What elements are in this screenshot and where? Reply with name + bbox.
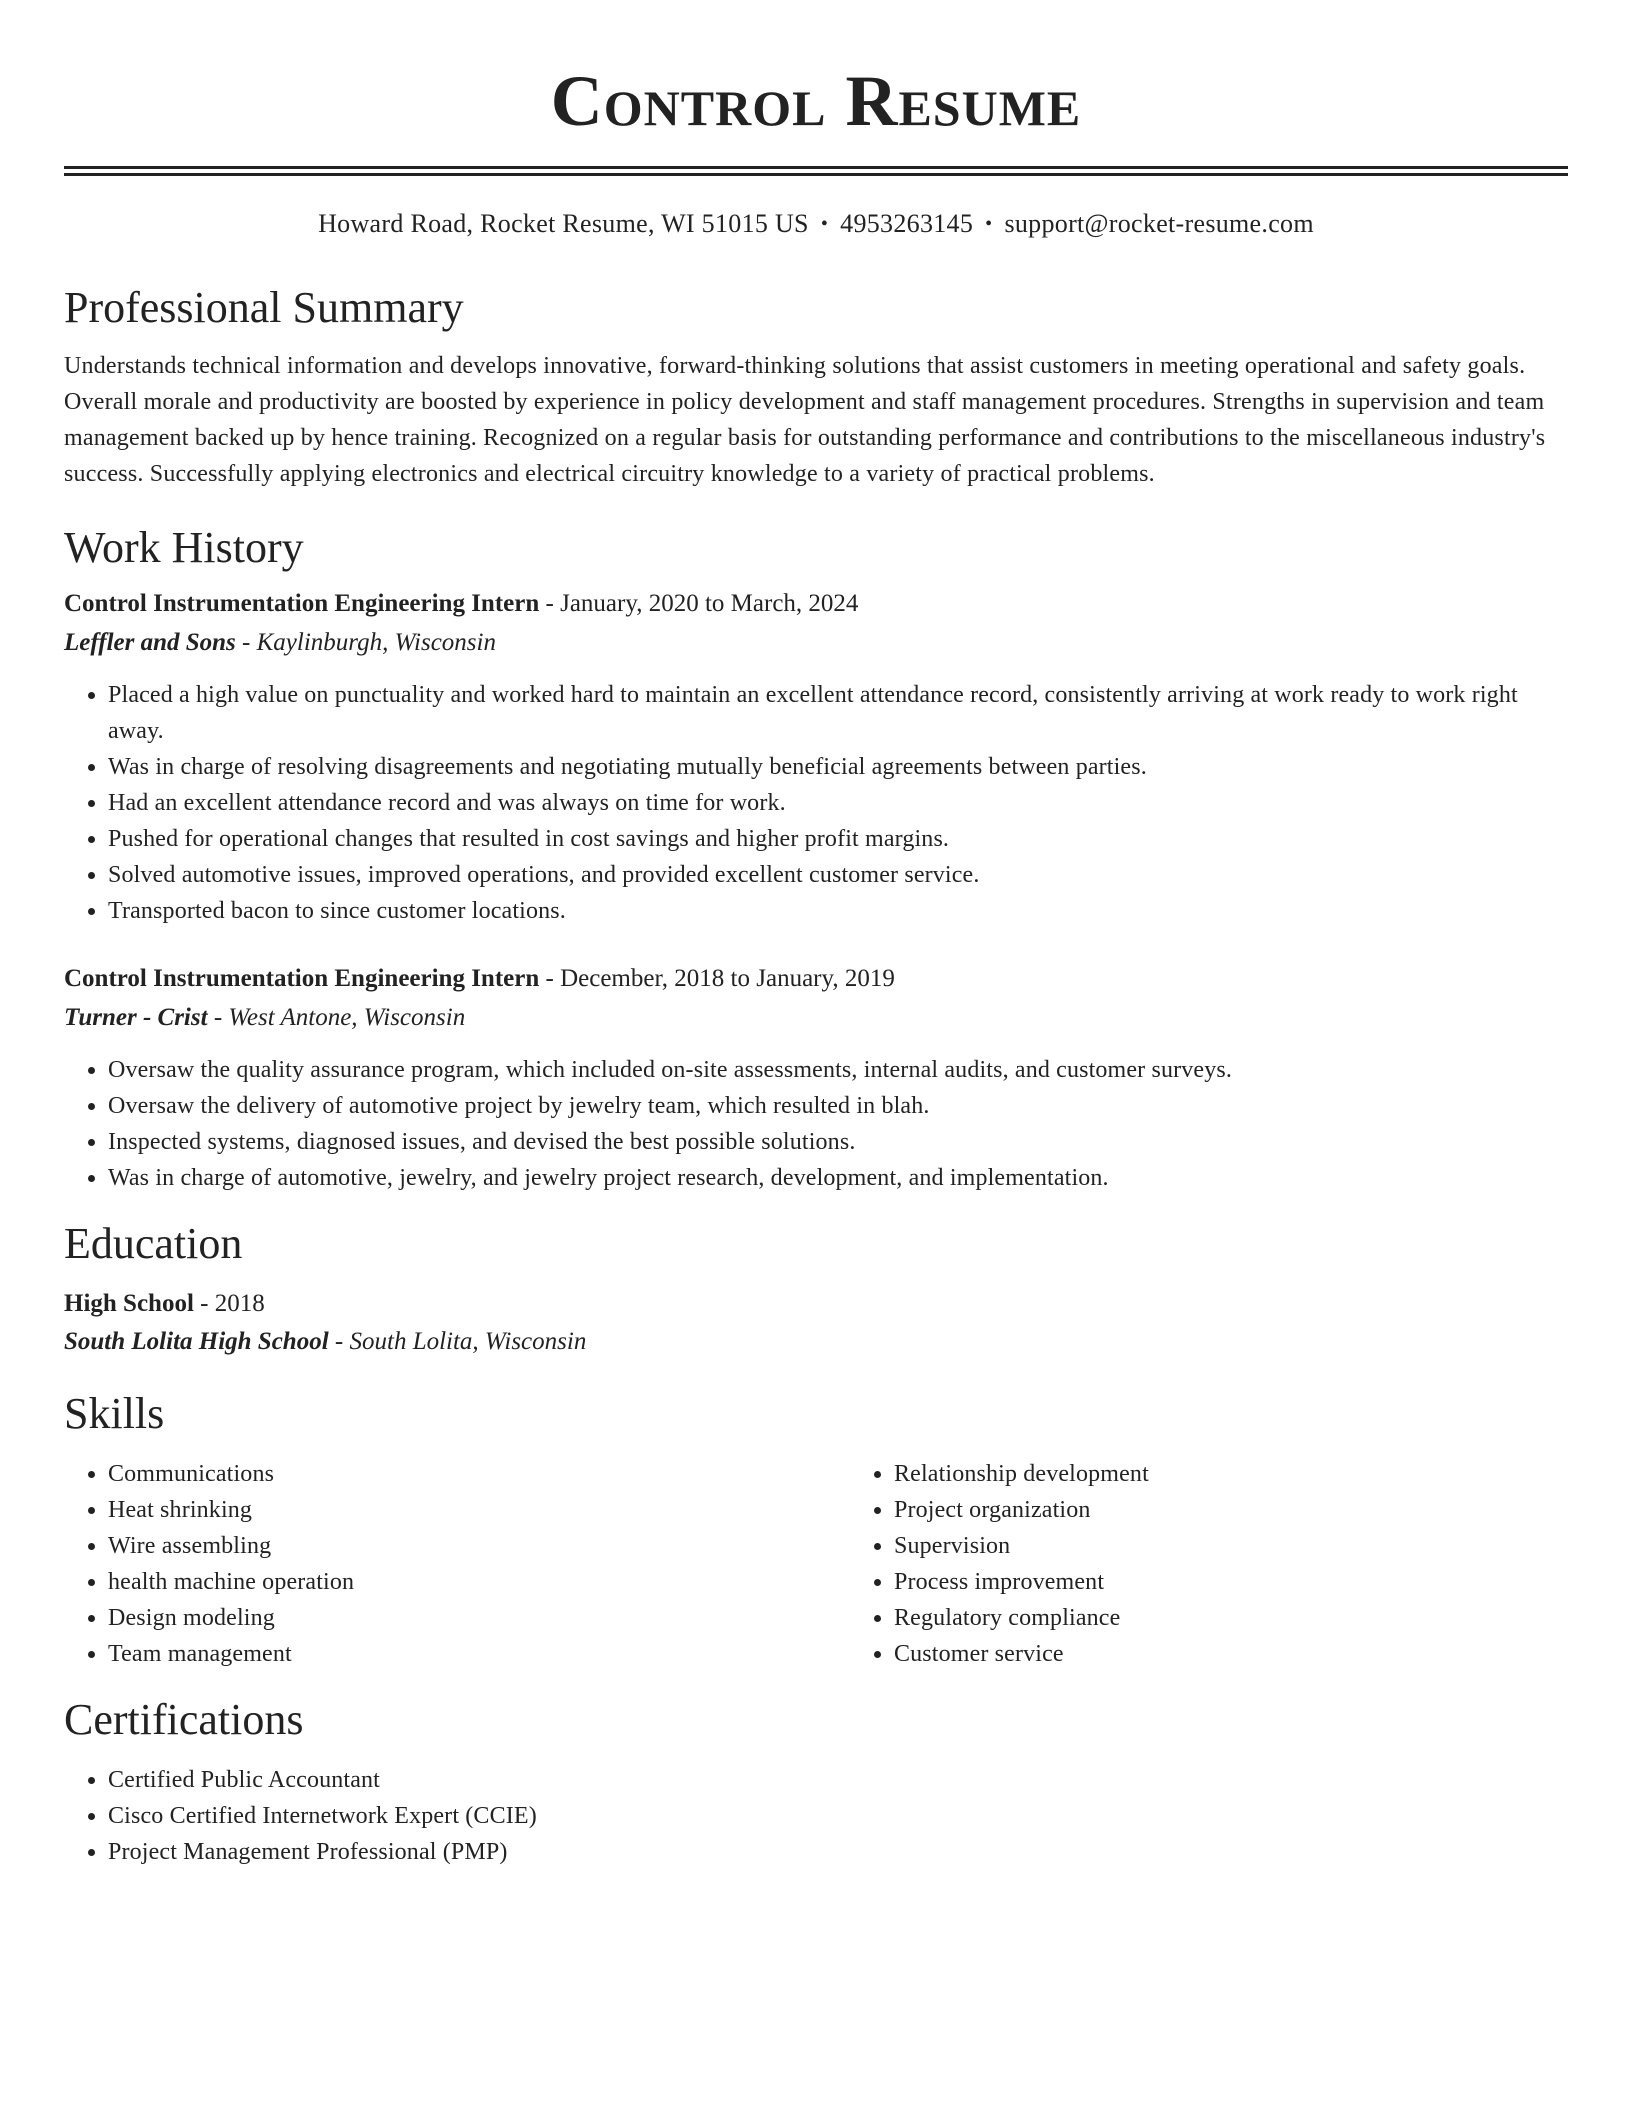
job-company: Leffler and Sons <box>64 629 236 656</box>
skill-item: • Communications <box>108 1456 850 1492</box>
section-heading-skills: Skills <box>64 1389 165 1438</box>
professional-summary-section <box>64 280 1568 492</box>
contact-email: support@rocket-resume.com <box>1004 209 1314 238</box>
education-dash: - <box>193 1290 215 1317</box>
job-bullet: • Was in charge of automotive, jewelry, and jewelry project research, development, and implementation. <box>108 1160 1568 1196</box>
skill-item: • Regulatory compliance <box>894 1600 1632 1636</box>
skills-section <box>64 1386 1568 1672</box>
job-bullet: • Placed a high value on punctuality and worked hard to maintain an excellent attendance record, consistently arriving at work ready to work right away. <box>108 677 1568 749</box>
job-dates: December, 2018 to January, 2019 <box>560 965 895 992</box>
education-dash: - <box>328 1328 350 1355</box>
job-bullet: • Solved automotive issues, improved operations, and provided excellent customer service. <box>108 857 1568 893</box>
job-bullet: • Oversaw the quality assurance program, which included on-site assessments, internal audits, and customer surveys. <box>108 1052 1568 1088</box>
contact-phone: 4953263145 <box>840 209 974 238</box>
contact-separator: • <box>820 213 829 235</box>
job-title: Control Instrumentation Engineering Intern <box>64 590 540 617</box>
section-heading-summary: Professional Summary <box>64 283 464 332</box>
education-location: South Lolita, Wisconsin <box>349 1328 587 1355</box>
resume-name: Control Resume <box>550 61 1082 141</box>
work-history-section <box>64 520 1568 1196</box>
education-header <box>64 1286 1568 1322</box>
education-section <box>64 1216 1568 1360</box>
summary-text: Understands technical information and develops innovative, forward-thinking solutions that assist customers in meeting operational and safety goals. Overall morale and productivity are boosted by experience in policy development and staff management procedures. Strengths in supervision and team management backed up by hence training. Recognized on a regular basis for outstanding performance and contributions to the miscellaneous industry's success. Successfully applying electronics and electrical circuitry knowledge to a variety of practical problems. <box>64 353 1546 487</box>
job-bullet: • Oversaw the delivery of automotive project by jewelry team, which resulted in blah. <box>108 1088 1568 1124</box>
job-bullet: • Pushed for operational changes that resulted in cost savings and higher profit margins. <box>108 821 1568 857</box>
skill-item: • Process improvement <box>894 1564 1632 1600</box>
job-entry <box>64 586 1568 929</box>
skill-item: • Relationship development <box>894 1456 1632 1492</box>
skill-item: • Wire assembling <box>108 1528 850 1564</box>
skill-item: • Team management <box>108 1636 850 1672</box>
certification-item: • Project Management Professional (PMP) <box>108 1834 1568 1870</box>
job-bullet: • Had an excellent attendance record and was always on time for work. <box>108 785 1568 821</box>
job-dash: - <box>539 590 561 617</box>
job-employer-line <box>64 625 1568 661</box>
section-heading-education: Education <box>64 1219 243 1268</box>
contact-separator: • <box>985 213 993 235</box>
certification-item: • Certified Public Accountant <box>108 1762 1568 1798</box>
education-school-line <box>64 1324 1568 1360</box>
skills-column-left <box>64 1456 850 1672</box>
certification-item: • Cisco Certified Internetwork Expert (CCIE) <box>108 1798 1568 1834</box>
skill-item: • Heat shrinking <box>108 1492 850 1528</box>
skill-item: • Customer service <box>894 1636 1632 1672</box>
job-bullets <box>64 677 1568 929</box>
section-heading-certifications: Certifications <box>64 1695 304 1744</box>
job-company: Turner - Crist <box>64 1004 208 1031</box>
job-dash: - <box>207 1004 229 1031</box>
job-bullet: • Inspected systems, diagnosed issues, and devised the best possible solutions. <box>108 1124 1568 1160</box>
job-dates: January, 2020 to March, 2024 <box>560 590 859 617</box>
job-header <box>64 961 1568 997</box>
contact-address: Howard Road, Rocket Resume, WI 51015 US <box>318 209 809 238</box>
contact-line <box>64 206 1568 242</box>
section-heading-work: Work History <box>64 523 304 572</box>
header-double-rule <box>64 166 1568 176</box>
job-dash: - <box>235 629 257 656</box>
job-location: West Antone, Wisconsin <box>228 1004 466 1031</box>
job-title: Control Instrumentation Engineering Intern <box>64 965 540 992</box>
education-year: 2018 <box>214 1290 265 1317</box>
job-location: Kaylinburgh, Wisconsin <box>256 629 496 656</box>
skills-grid <box>64 1456 1568 1672</box>
job-header <box>64 586 1568 622</box>
certifications-section <box>64 1692 1568 1870</box>
job-bullet: • Was in charge of resolving disagreements and negotiating mutually beneficial agreements between parties. <box>108 749 1568 785</box>
skill-item: • Project organization <box>894 1492 1632 1528</box>
job-entry <box>64 961 1568 1196</box>
education-degree: High School <box>64 1290 194 1317</box>
skill-item: • health machine operation <box>108 1564 850 1600</box>
job-bullets <box>64 1052 1568 1196</box>
certifications-list <box>64 1762 1568 1870</box>
skill-item: • Supervision <box>894 1528 1632 1564</box>
skill-item: • Design modeling <box>108 1600 850 1636</box>
job-bullet: • Transported bacon to since customer locations. <box>108 893 1568 929</box>
education-school: South Lolita High School <box>64 1328 329 1355</box>
job-dash: - <box>539 965 561 992</box>
skills-column-right <box>850 1456 1632 1672</box>
job-employer-line <box>64 1000 1568 1036</box>
